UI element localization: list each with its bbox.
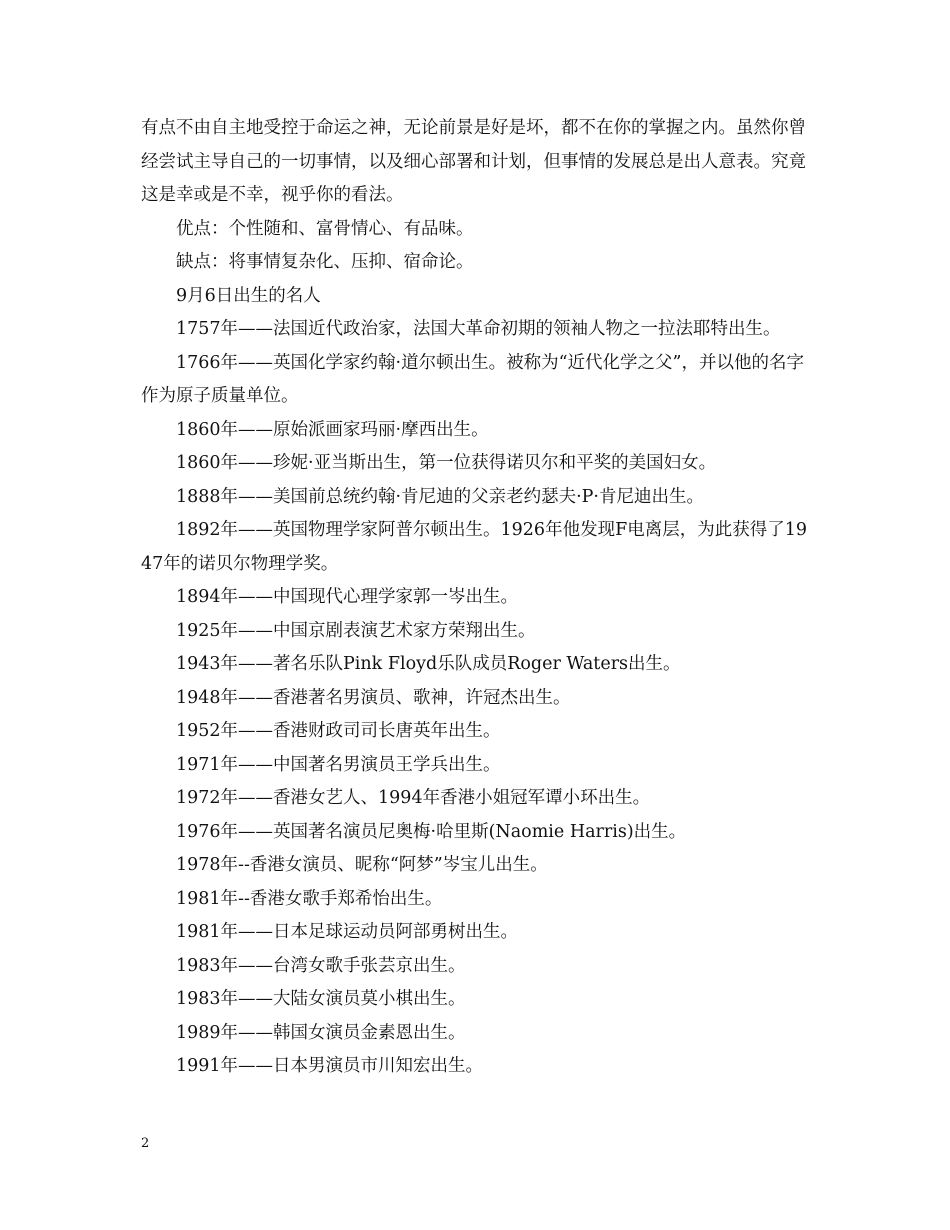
list-item: 1981年--香港女歌手郑希怡出生。 bbox=[176, 888, 443, 909]
list-item: 1981年——日本足球运动员阿部勇树出生。 bbox=[176, 922, 519, 942]
page-number: 2 bbox=[141, 1136, 150, 1151]
list-item: 1952年——香港财政司司长唐英年出生。 bbox=[176, 721, 501, 741]
list-item: 1978年--香港女演员、昵称“阿梦”岑宝儿出生。 bbox=[176, 855, 548, 875]
list-item: 1971年——中国著名男演员王学兵出生。 bbox=[176, 754, 501, 775]
list-item: 1757年——法国近代政治家，法国大革命初期的领袖人物之一拉法耶特出生。 bbox=[176, 319, 781, 339]
section-heading: 9月6日出生的名人 bbox=[176, 285, 321, 306]
list-item: 1983年——大陆女演员莫小棋出生。 bbox=[176, 989, 466, 1009]
list-item: 1948年——香港著名男演员、歌神，许冠杰出生。 bbox=[176, 687, 571, 708]
list-item: 1983年——台湾女歌手张芸京出生。 bbox=[176, 955, 466, 976]
paragraph: 缺点：将事情复杂化、压抑、宿命论。 bbox=[176, 252, 474, 272]
list-item: 1972年——香港女艺人、1994年香港小姐冠军谭小环出生。 bbox=[176, 788, 651, 808]
paragraph: 有点不由自主地受控于命运之神，无论前景是好是坏，都不在你的掌握之内。虽然你曾经尝试主导自己的一切事情，以及细心部署和计划，但事情的发展总是出人意表。究竟这是幸或是不幸，视乎你的看法。 bbox=[141, 118, 806, 205]
list-item: 1860年——原始派画家玛丽·摩西出生。 bbox=[176, 419, 489, 440]
list-item: 1991年——日本男演员市川知宏出生。 bbox=[176, 1056, 484, 1076]
list-item: 1989年——韩国女演员金素恩出生。 bbox=[176, 1022, 466, 1043]
list-item: 1943年——著名乐队Pink Floyd乐队成员Roger Waters出生。 bbox=[176, 654, 681, 674]
list-item: 1888年——美国前总统约翰·肯尼迪的父亲老约瑟夫·P·肯尼迪出生。 bbox=[176, 486, 704, 507]
list-item: 1894年——中国现代心理学家郭一岑出生。 bbox=[176, 587, 519, 607]
list-item: 1925年——中国京剧表演艺术家方荣翔出生。 bbox=[176, 620, 536, 641]
document-body bbox=[141, 112, 813, 1084]
list-item: 1766年——英国化学家约翰·道尔顿出生。被称为“近代化学之父”，并以他的名字作为原子质量单位。 bbox=[141, 352, 804, 406]
list-item: 1892年——英国物理学家阿普尔顿出生。1926年他发现F电离层，为此获得了1947年的诺贝尔物理学奖。 bbox=[141, 520, 807, 574]
paragraph: 优点：个性随和、富骨情心、有品味。 bbox=[176, 218, 474, 239]
list-item: 1860年——珍妮·亚当斯出生，第一位获得诺贝尔和平奖的美国妇女。 bbox=[176, 453, 717, 473]
list-item: 1976年——英国著名演员尼奥梅·哈里斯(Naomie Harris)出生。 bbox=[176, 821, 687, 842]
